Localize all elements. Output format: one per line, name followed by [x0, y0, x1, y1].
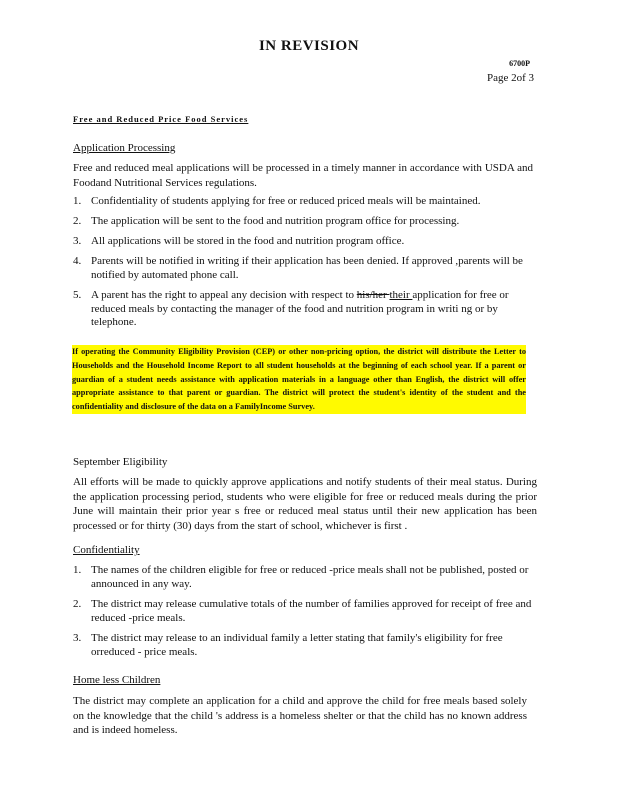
list-item: 3. All applications will be stored in the food and nutrition program office.	[73, 235, 405, 247]
cep-notice-highlight: If operating the Community Eligibility Provision (CEP) or other non-pricing option, the district will distribute the Letter to Households and the Household Income Report to all student households at the beginning of each school year. If a parent or guardian of a student needs assistance with application materials in a language other than English, the district will offer appropriate assistance to that parent or guardian. The district will protect the student's identity of the student and the confidentiality and disclosure of the data on a FamilyIncome Survey.	[72, 345, 526, 414]
list-item: 3. The district may release to an individual family a letter stating that family's eligibility for free orreduced - price meals.	[73, 632, 503, 658]
section-heading-homeless-children: Home less Children	[73, 674, 161, 686]
section-heading-confidentiality: Confidentiality	[73, 544, 140, 556]
list-item: 1. The names of the children eligible for free or reduced -price meals shall not be published, posted or announced in any way.	[73, 564, 529, 590]
page-title: IN REVISION	[258, 38, 360, 54]
september-eligibility-text: All efforts will be made to quickly approve applications and notify students of their meal status. During the application processing period, students who were eligible for free or reduced meals during the prior June will maintain their prior year s free or reduced meal status until their new application has been processed or for thirty (30) days from the start of school, whichever is first .	[73, 476, 537, 532]
struck-text: his/her	[356, 289, 390, 301]
list-item: 1. Confidentiality of students applying for free or reduced priced meals will be maintained.	[73, 195, 481, 207]
policy-number: 6700P	[509, 59, 530, 68]
list-item: 2. The application will be sent to the food and nutrition program office for processing.	[73, 215, 460, 227]
section-heading-application-processing: Application Processing	[73, 142, 176, 154]
list-item: 4. Parents will be notified in writing if their application has been denied. If approved ,parents will be notified by automated phone call.	[73, 255, 523, 281]
list-item-appeal: 5. A parent has the right to appeal any decision with respect to his/her their application for free or reduced meals by contacting the manager of the food and nutrition program in writi ng or by telephone.	[73, 289, 509, 328]
homeless-children-text: The district may complete an application for a child and approve the child for free meals based solely on the knowledge that the child 's address is a homeless shelter or that the child has no known address and is indeed homeless.	[73, 695, 527, 736]
section-heading-september-eligibility: September Eligibility	[73, 456, 168, 468]
chapter-title: Free and Reduced Price Food Services	[73, 114, 249, 124]
inserted-text: their	[389, 289, 413, 301]
page-number: Page 2of 3	[486, 72, 534, 84]
application-processing-intro: Free and reduced meal applications will be processed in a timely manner in accordance with USDA and Foodand Nutritional Services regulations.	[73, 162, 533, 189]
list-item: 2. The district may release cumulative totals of the number of families approved for receipt of free and reduced -price meals.	[73, 598, 532, 624]
